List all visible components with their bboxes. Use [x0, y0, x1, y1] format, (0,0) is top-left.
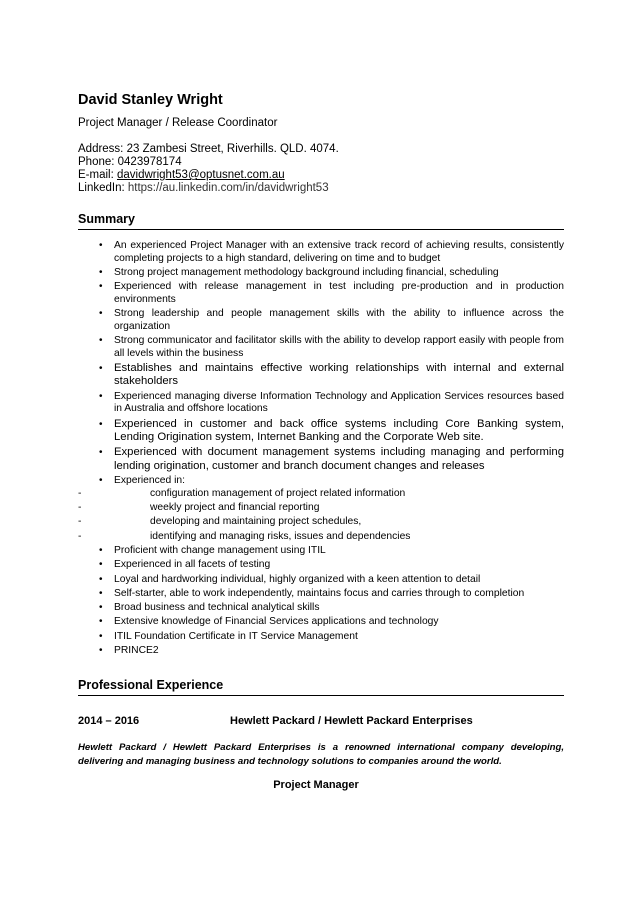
bullet-icon: • [99, 602, 103, 614]
email-link[interactable]: davidwright53@optusnet.com.au [116, 169, 285, 181]
bullet-icon: • [99, 587, 103, 599]
summary-divider [78, 229, 564, 230]
email-line [78, 169, 564, 182]
sub-item: - configuration management of project related information [78, 487, 406, 499]
job-role: Project Manager [273, 778, 359, 791]
summary-list [78, 240, 564, 658]
sub-item: - developing and maintaining project schedules, [78, 516, 362, 528]
bullet-icon: • [99, 573, 103, 585]
dash-icon: - [78, 502, 82, 514]
summary-heading: Summary [78, 212, 135, 226]
bullet-icon: • [99, 308, 103, 320]
summary-item: • Experienced in all facets of testing [99, 559, 271, 571]
bullet-icon: • [99, 644, 103, 656]
job-dates: 2014 – 2016 [78, 714, 140, 727]
summary-item: • Loyal and hardworking individual, highly organized with a keen attention to detail [99, 573, 481, 585]
bullet-icon: • [99, 362, 103, 374]
experienced-in-sublist [78, 487, 564, 543]
bullet-icon: • [99, 545, 103, 556]
summary-item: • Extensive knowledge of Financial Services applications and technology [99, 616, 439, 628]
summary-item: • Experienced in customer and back office systems including Core Banking system, Lending Origination system, Internet Banking and the Corporate Web site. [99, 417, 564, 444]
experience-heading: Professional Experience [78, 677, 224, 692]
bullet-icon: • [99, 616, 103, 628]
bullet-icon: • [99, 390, 103, 402]
summary-item: • Proficient with change management using ITIL [99, 545, 326, 556]
bullet-icon: • [99, 630, 103, 642]
bullet-icon: • [99, 334, 103, 346]
summary-item: • Self-starter, able to work independently, maintains focus and carries through to completion [99, 587, 525, 599]
summary-item: • Strong leadership and people management skills with the ability to influence across the organization [99, 308, 564, 332]
summary-item: • ITIL Foundation Certificate in IT Service Management [99, 630, 358, 642]
bullet-icon: • [99, 418, 103, 430]
candidate-name: David Stanley Wright [78, 92, 223, 108]
summary-item: • Strong project management methodology background including financial, scheduling [99, 266, 499, 278]
resume-content [78, 92, 564, 791]
bullet-icon: • [99, 240, 103, 251]
dash-icon: - [78, 516, 82, 528]
bullet-icon: • [99, 447, 103, 459]
phone-line: Phone: 0423978174 [78, 156, 182, 168]
summary-item: • PRINCE2 [99, 644, 159, 656]
summary-item: • Establishes and maintains effective working relationships with internal and external stakeholders [99, 361, 564, 388]
summary-item: • Experienced with release management in test including pre-production and in production environments [99, 281, 564, 305]
bullet-icon: • [99, 475, 103, 487]
email-label: E-mail: [78, 169, 117, 181]
experience-divider [78, 695, 564, 696]
summary-item: • Broad business and technical analytical skills [99, 602, 320, 614]
linkedin-link[interactable]: https://au.linkedin.com/in/davidwright53 [127, 182, 329, 194]
dash-icon: - [78, 487, 82, 499]
candidate-title: Project Manager / Release Coordinator [78, 117, 278, 129]
job-header [78, 715, 564, 729]
contact-block [78, 143, 564, 195]
bullet-icon: • [99, 266, 103, 278]
job-company: Hewlett Packard / Hewlett Packard Enterprises [230, 714, 473, 727]
dash-icon: - [78, 530, 82, 542]
summary-item: • Strong communicator and facilitator skills with the ability to develop rapport easily with people from all levels within the business [99, 334, 564, 359]
sub-item: - weekly project and financial reporting [78, 502, 320, 514]
linkedin-line [78, 182, 564, 195]
linkedin-label: LinkedIn: [78, 182, 128, 194]
bullet-icon: • [99, 559, 103, 571]
summary-item: • Experienced managing diverse Information Technology and Application Services resources based in Australia and offshore locations [99, 390, 564, 415]
bullet-icon: • [99, 281, 103, 293]
sub-item: - identifying and managing risks, issues and dependencies [78, 530, 411, 542]
address-line: Address: 23 Zambesi Street, Riverhills. QLD. 4074. [78, 143, 339, 155]
summary-item-experienced-in: • Experienced in: - configuration management of project related information - weekly project and financial reporting - developing and maintaining project schedules, - identifying and managing risks, issues and dependencies [78, 475, 564, 543]
summary-item: • Experienced with document management systems including managing and performing lending origination, customer and branch document changes and releases [99, 446, 564, 472]
summary-item: • An experienced Project Manager with an extensive track record of achieving results, consistently completing projects to a high standard, delivering on time and to budget [99, 240, 564, 264]
job-description: Hewlett Packard / Hewlett Packard Enterprises is a renowned international company developing, delivering and managing business and technology solutions to companies around the world. [78, 741, 564, 767]
